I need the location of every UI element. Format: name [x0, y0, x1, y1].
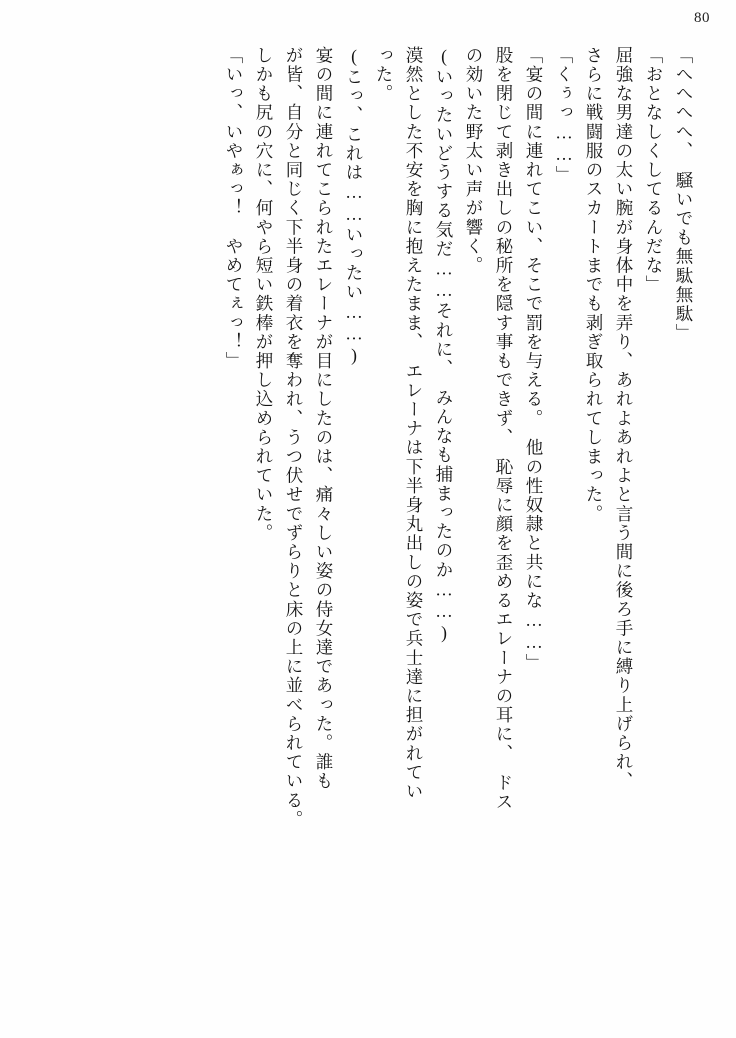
text-column: が皆、自分と同じく下半身の着衣を奪われ、うつ伏せでずらりと床の上に並べられている。 [284, 46, 304, 830]
page-number: 80 [694, 10, 710, 26]
text-column: 「へへへへ、 騒いでも無駄無駄」 [674, 46, 694, 343]
text-column: さらに戦闘服のスカートまでも剥ぎ取られてしまった。 [584, 46, 604, 524]
text-column: 「いっ、いやぁっ！ やめてぇっ！」 [224, 46, 244, 371]
text-column: 股を閉じて剥き出しの秘所を隠す事もできず、 恥辱に顔を歪めるエレーナの耳に、 ドス [494, 46, 514, 812]
text-column: (こっ、これは……いったい……) [344, 46, 364, 367]
text-column: の効いた野太い声が響く。 [464, 46, 484, 276]
text-column: 「くぅっ……」 [554, 46, 574, 185]
text-column: 「おとなしくしてるんだな」 [644, 46, 664, 295]
text-column: (いったいどうする気だ……それに、 みんなも捕まったのか……) [434, 46, 454, 645]
text-column: 屈強な男達の太い腕が身体中を弄り、あれよあれよと言う間に後ろ手に縛り上げられ、 [614, 46, 634, 791]
text-column: 宴の間に連れてこられたエレーナが目にしたのは、痛々しい姿の侍女達であった。誰も [314, 46, 334, 791]
text-column: しかも尻の穴に、何やら短い鉄棒が押し込められていた。 [254, 46, 274, 543]
text-column: った。 [374, 46, 394, 104]
vertical-text-body [52, 46, 692, 1014]
text-column: 漠然とした不安を胸に抱えたまま、 エレーナは下半身丸出しの姿で兵士達に担がれてい [404, 46, 424, 802]
text-column: 「宴の間に連れてこい、そこで罰を与える。 他の性奴隷と共にな……」 [524, 46, 544, 673]
